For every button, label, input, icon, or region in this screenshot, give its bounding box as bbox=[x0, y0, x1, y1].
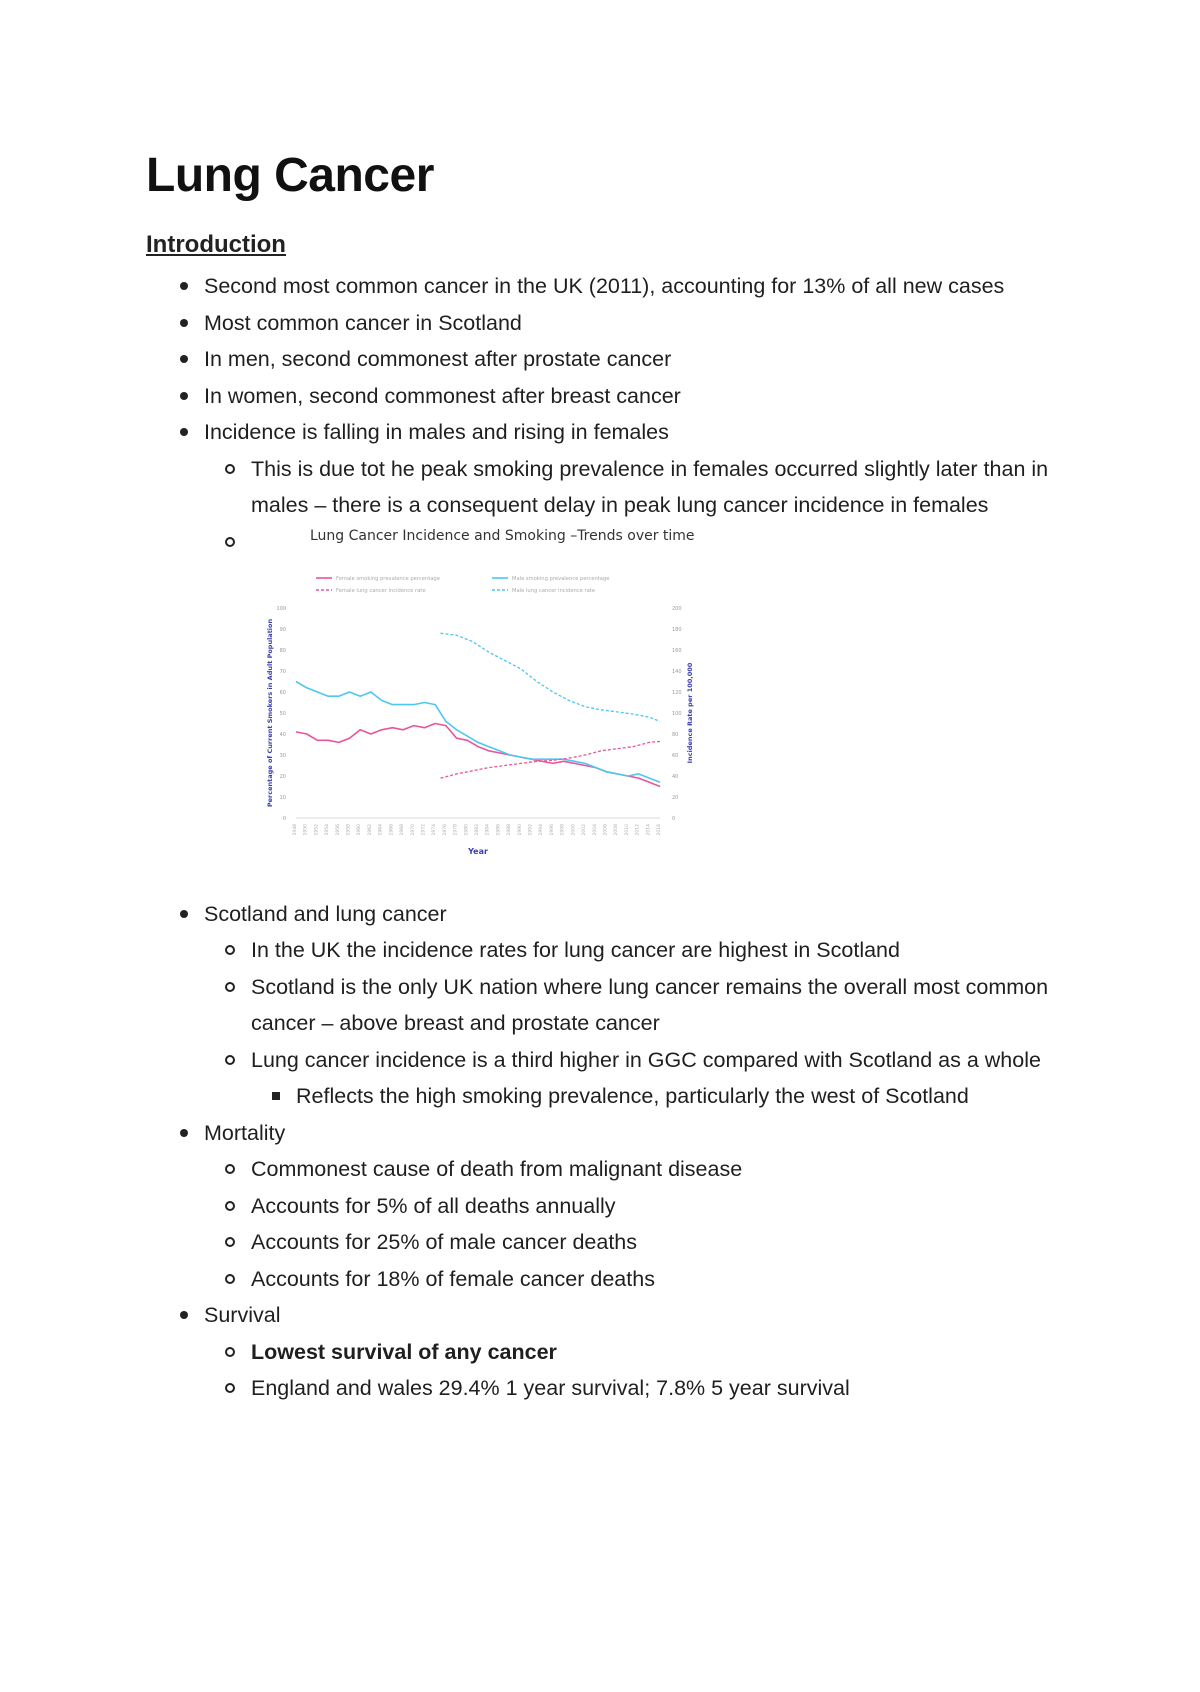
x-tick-label: 2016 bbox=[657, 823, 662, 835]
x-tick-label: 2008 bbox=[614, 823, 620, 835]
y2-tick-label: 60 bbox=[672, 752, 679, 759]
x-tick-label: 1954 bbox=[325, 823, 331, 835]
y2-tick-label: 120 bbox=[672, 689, 682, 696]
sub-sub-list bbox=[251, 1078, 1066, 1115]
y2-tick-label: 80 bbox=[672, 731, 679, 738]
intro-list bbox=[146, 268, 1066, 1407]
x-tick-label: 1966 bbox=[389, 823, 395, 835]
chart-svg bbox=[244, 518, 714, 890]
list-item: Scotland and lung cancer In the UK the incidence rates for lung cancer are highest in Scotland Scotland is the only UK nation where lung cancer remains the overall most common cancer – above breast and prostate cancer Lung cancer incidence is a third higher in GGC compared with Scotland as a whole Reflects the high smoking prevalence, particularly the west of Scotland bbox=[146, 896, 1066, 1115]
y-tick-label: 20 bbox=[279, 773, 286, 780]
sub-list bbox=[204, 1334, 1066, 1407]
list-item: Second most common cancer in the UK (2011), accounting for 13% of all new cases bbox=[146, 268, 1066, 305]
sub-list-item: Accounts for 5% of all deaths annually bbox=[204, 1188, 1066, 1225]
section-heading-introduction: Introduction bbox=[146, 231, 286, 258]
x-tick-label: 1960 bbox=[357, 823, 363, 835]
legend-label: Female smoking prevalence percentage bbox=[336, 575, 440, 582]
y2-tick-label: 0 bbox=[672, 815, 676, 822]
sub-list-item: Scotland is the only UK nation where lung cancer remains the overall most common cancer – above breast and prostate cancer bbox=[204, 969, 1066, 1042]
legend-label: Male lung cancer incidence rate bbox=[512, 587, 596, 594]
sub-list bbox=[204, 451, 1066, 896]
x-tick-label: 2000 bbox=[571, 823, 577, 835]
sub-list-item: Accounts for 25% of male cancer deaths bbox=[204, 1224, 1066, 1261]
x-tick-label: 1986 bbox=[496, 823, 502, 835]
series-line-male-lung-cancer-incidence-rate bbox=[441, 633, 661, 721]
x-tick-label: 1984 bbox=[485, 823, 491, 835]
sub-list-item: Accounts for 18% of female cancer deaths bbox=[204, 1261, 1066, 1298]
y-tick-label: 80 bbox=[279, 647, 286, 654]
y-tick-label: 10 bbox=[279, 794, 286, 801]
sub-sub-list-item: Reflects the high smoking prevalence, particularly the west of Scotland bbox=[251, 1078, 1066, 1115]
x-tick-label: 1974 bbox=[432, 823, 438, 835]
list-item: Incidence is falling in males and rising in females This is due tot he peak smoking prevalence in females occurred slightly later than in males – there is a consequent delay in peak lung cancer incidence in females Lung Cancer Incidence and Smoking –Trends over time 0 10 20 30 40 50 60 70 80 90 100 0 20 40 60 80 100 120 140 160 180 200 1948 1950 1952 1954 1956 1958 1960 1962 1964 1966 1968 1970 1972 1974 1976 1978 1980 1982 1984 1986 1988 1990 1992 1994 1996 1998 2000 2002 2004 2006 2008 2010 2012 2014 2016 Year Percentage of Current Smokers in Adult Population Incidence Rate per 100,000 Female smoking prevalence percentage Male smoking prevalence percentage Female lung cancer incidence rate Male lung cancer incidence rate bbox=[146, 414, 1066, 896]
x-axis-label: Year bbox=[468, 846, 488, 856]
x-tick-label: 2014 bbox=[646, 823, 652, 835]
legend-label: Male smoking prevalence percentage bbox=[512, 575, 610, 582]
series-line-male-smoking-prevalence-percentage bbox=[296, 681, 660, 782]
list-item: In women, second commonest after breast cancer bbox=[146, 378, 1066, 415]
x-tick-label: 2002 bbox=[582, 823, 588, 835]
series-line-female-smoking-prevalence-percentage bbox=[296, 723, 660, 786]
y2-tick-label: 160 bbox=[672, 647, 682, 654]
x-tick-label: 1952 bbox=[314, 823, 320, 835]
x-tick-label: 1982 bbox=[475, 823, 480, 835]
chart-list-item bbox=[204, 524, 1066, 896]
x-tick-label: 1958 bbox=[346, 823, 352, 835]
sub-list bbox=[204, 932, 1066, 1115]
x-tick-label: 1994 bbox=[539, 823, 545, 835]
sub-list-item: This is due tot he peak smoking prevalence in females occurred slightly later than in males – there is a consequent delay in peak lung cancer incidence in females bbox=[204, 451, 1066, 524]
x-tick-label: 1996 bbox=[549, 823, 555, 835]
x-tick-label: 1980 bbox=[464, 823, 470, 835]
list-item: In men, second commonest after prostate cancer bbox=[146, 341, 1066, 378]
x-tick-label: 1964 bbox=[378, 823, 384, 835]
x-tick-label: 1972 bbox=[421, 823, 427, 835]
sub-list-item: Lung cancer incidence is a third higher in GGC compared with Scotland as a whole Reflects the high smoking prevalence, particularly the west of Scotland bbox=[204, 1042, 1066, 1115]
x-tick-label: 1968 bbox=[400, 823, 406, 835]
x-tick-label: 1956 bbox=[335, 823, 341, 835]
x-tick-label: 2006 bbox=[603, 823, 609, 835]
y2-tick-label: 100 bbox=[672, 710, 682, 717]
y2-axis-label: Incidence Rate per 100,000 bbox=[686, 662, 694, 763]
y-tick-label: 70 bbox=[279, 668, 286, 675]
chart-title: Lung Cancer Incidence and Smoking –Trends over time bbox=[310, 527, 695, 544]
y-tick-label: 60 bbox=[279, 689, 286, 696]
y2-tick-label: 180 bbox=[672, 626, 682, 633]
sub-list-item: Lowest survival of any cancer bbox=[204, 1334, 1066, 1371]
y2-tick-label: 20 bbox=[672, 794, 679, 801]
x-tick-label: 1962 bbox=[367, 823, 373, 835]
sub-list bbox=[204, 1151, 1066, 1297]
y-tick-label: 30 bbox=[279, 752, 286, 759]
y2-tick-label: 200 bbox=[672, 605, 682, 612]
y-tick-label: 40 bbox=[279, 731, 286, 738]
sub-list-item: In the UK the incidence rates for lung cancer are highest in Scotland bbox=[204, 932, 1066, 969]
x-tick-label: 1948 bbox=[293, 823, 298, 835]
x-tick-label: 1950 bbox=[303, 823, 309, 835]
x-tick-label: 1970 bbox=[410, 823, 416, 835]
y2-tick-label: 140 bbox=[672, 668, 682, 675]
list-item: Survival Lowest survival of any cancer England and wales 29.4% 1 year survival; 7.8% 5 year survival bbox=[146, 1297, 1066, 1407]
x-tick-label: 1998 bbox=[560, 823, 566, 835]
x-tick-label: 1978 bbox=[453, 823, 459, 835]
y-tick-label: 50 bbox=[279, 710, 286, 717]
list-item: Most common cancer in Scotland bbox=[146, 305, 1066, 342]
x-tick-label: 2012 bbox=[635, 823, 641, 835]
x-tick-label: 2010 bbox=[624, 823, 630, 835]
document-page bbox=[146, 148, 1066, 1407]
y-tick-label: 90 bbox=[279, 626, 286, 633]
sub-list-item: England and wales 29.4% 1 year survival; 7.8% 5 year survival bbox=[204, 1370, 1066, 1407]
y-axis-label: Percentage of Current Smokers in Adult Population bbox=[266, 618, 274, 807]
x-tick-label: 1976 bbox=[442, 823, 448, 835]
x-tick-label: 1988 bbox=[507, 823, 513, 835]
y2-tick-label: 40 bbox=[672, 773, 679, 780]
x-tick-label: 1992 bbox=[528, 823, 534, 835]
page-title: Lung Cancer bbox=[146, 149, 434, 202]
legend-label: Female lung cancer incidence rate bbox=[336, 587, 426, 594]
sub-list-item: Commonest cause of death from malignant disease bbox=[204, 1151, 1066, 1188]
y-tick-label: 100 bbox=[276, 605, 286, 612]
y-tick-label: 0 bbox=[282, 815, 286, 822]
chart-container bbox=[244, 518, 714, 890]
x-tick-label: 1990 bbox=[517, 823, 523, 835]
list-item: Mortality Commonest cause of death from malignant disease Accounts for 5% of all deaths annually Accounts for 25% of male cancer deaths Accounts for 18% of female cancer deaths bbox=[146, 1115, 1066, 1298]
x-tick-label: 2004 bbox=[592, 823, 598, 835]
